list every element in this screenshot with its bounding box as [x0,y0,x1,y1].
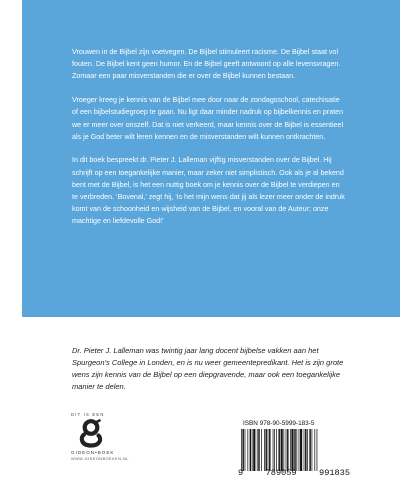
publisher-tagline: DIT IS EEN [71,412,105,417]
barcode-digits [238,468,350,478]
blurb-paragraph-2: Vroeger kreeg je kennis van de Bijbel mee door naar de zondagsschool, catechisatie of een bijbelstudiegroep te gaan. Nu ligt daar minder nadruk op bijbelkennis en praten we er meer over onszelf. Dat is niet verkeerd, maar kennis over de Bijbel is essentieel als je God beter wilt leren kennen en de misverstanden wilt kunnen ontkrachten. [72,96,344,141]
barcode-digit-group-left: 789059 [265,468,297,478]
author-bio: Dr. Pieter J. Lalleman was twintig jaar lang docent bijbelse vakken aan het Spurgeon’s College in Londen, en is nu weer gemeentepredikant. Het is zijn grote wens zijn kennis van de Bijbel op een diepgravende, maar ook een toegankelijke manier te delen. [72,346,344,391]
barcode-digit-group-right: 991835 [319,468,350,478]
publisher-name: GIDEON•BOEK [71,450,115,455]
blurb-paragraph-1: Vrouwen in de Bijbel zijn voetvegen. De Bijbel stimuleert racisme. De Bijbel staat vol fouten. De Bijbel kent geen humor. En de Bijbel geeft antwoord op alle levensvragen. Zomaar een paar misverstanden die er over de Bijbel kunnen bestaan. [72,48,341,81]
publisher-website: WWW.GIDEONBOEKEN.NL [71,457,129,461]
isbn-barcode [240,429,346,471]
back-cover-blurb [72,46,346,239]
barcode-digit-lead: 9 [238,468,244,478]
blurb-paragraph-3: In dit boek bespreekt dr. Pieter J. Lalleman vijftig misverstanden over de Bijbel. Hij schrijft op een toegankelijke manier, maar zeker niet simplistisch. Ook als je al bekend bent met de Bijbel, is het een nuttig boek om je kennis over de Bijbel te verdiepen en te verbreden. ‘Bovenal,’ zegt hij, ‘is het mijn wens dat jij als lezer meer onder de indruk komt van de schoonheid en wijsheid van de Bijbel, en vooral van de Auteur; onze machtige en liefdevolle God!’ [72,156,345,226]
isbn-label: ISBN 978-90-5999-183-5 [243,420,315,427]
gideon-g-logo-icon [78,418,104,448]
